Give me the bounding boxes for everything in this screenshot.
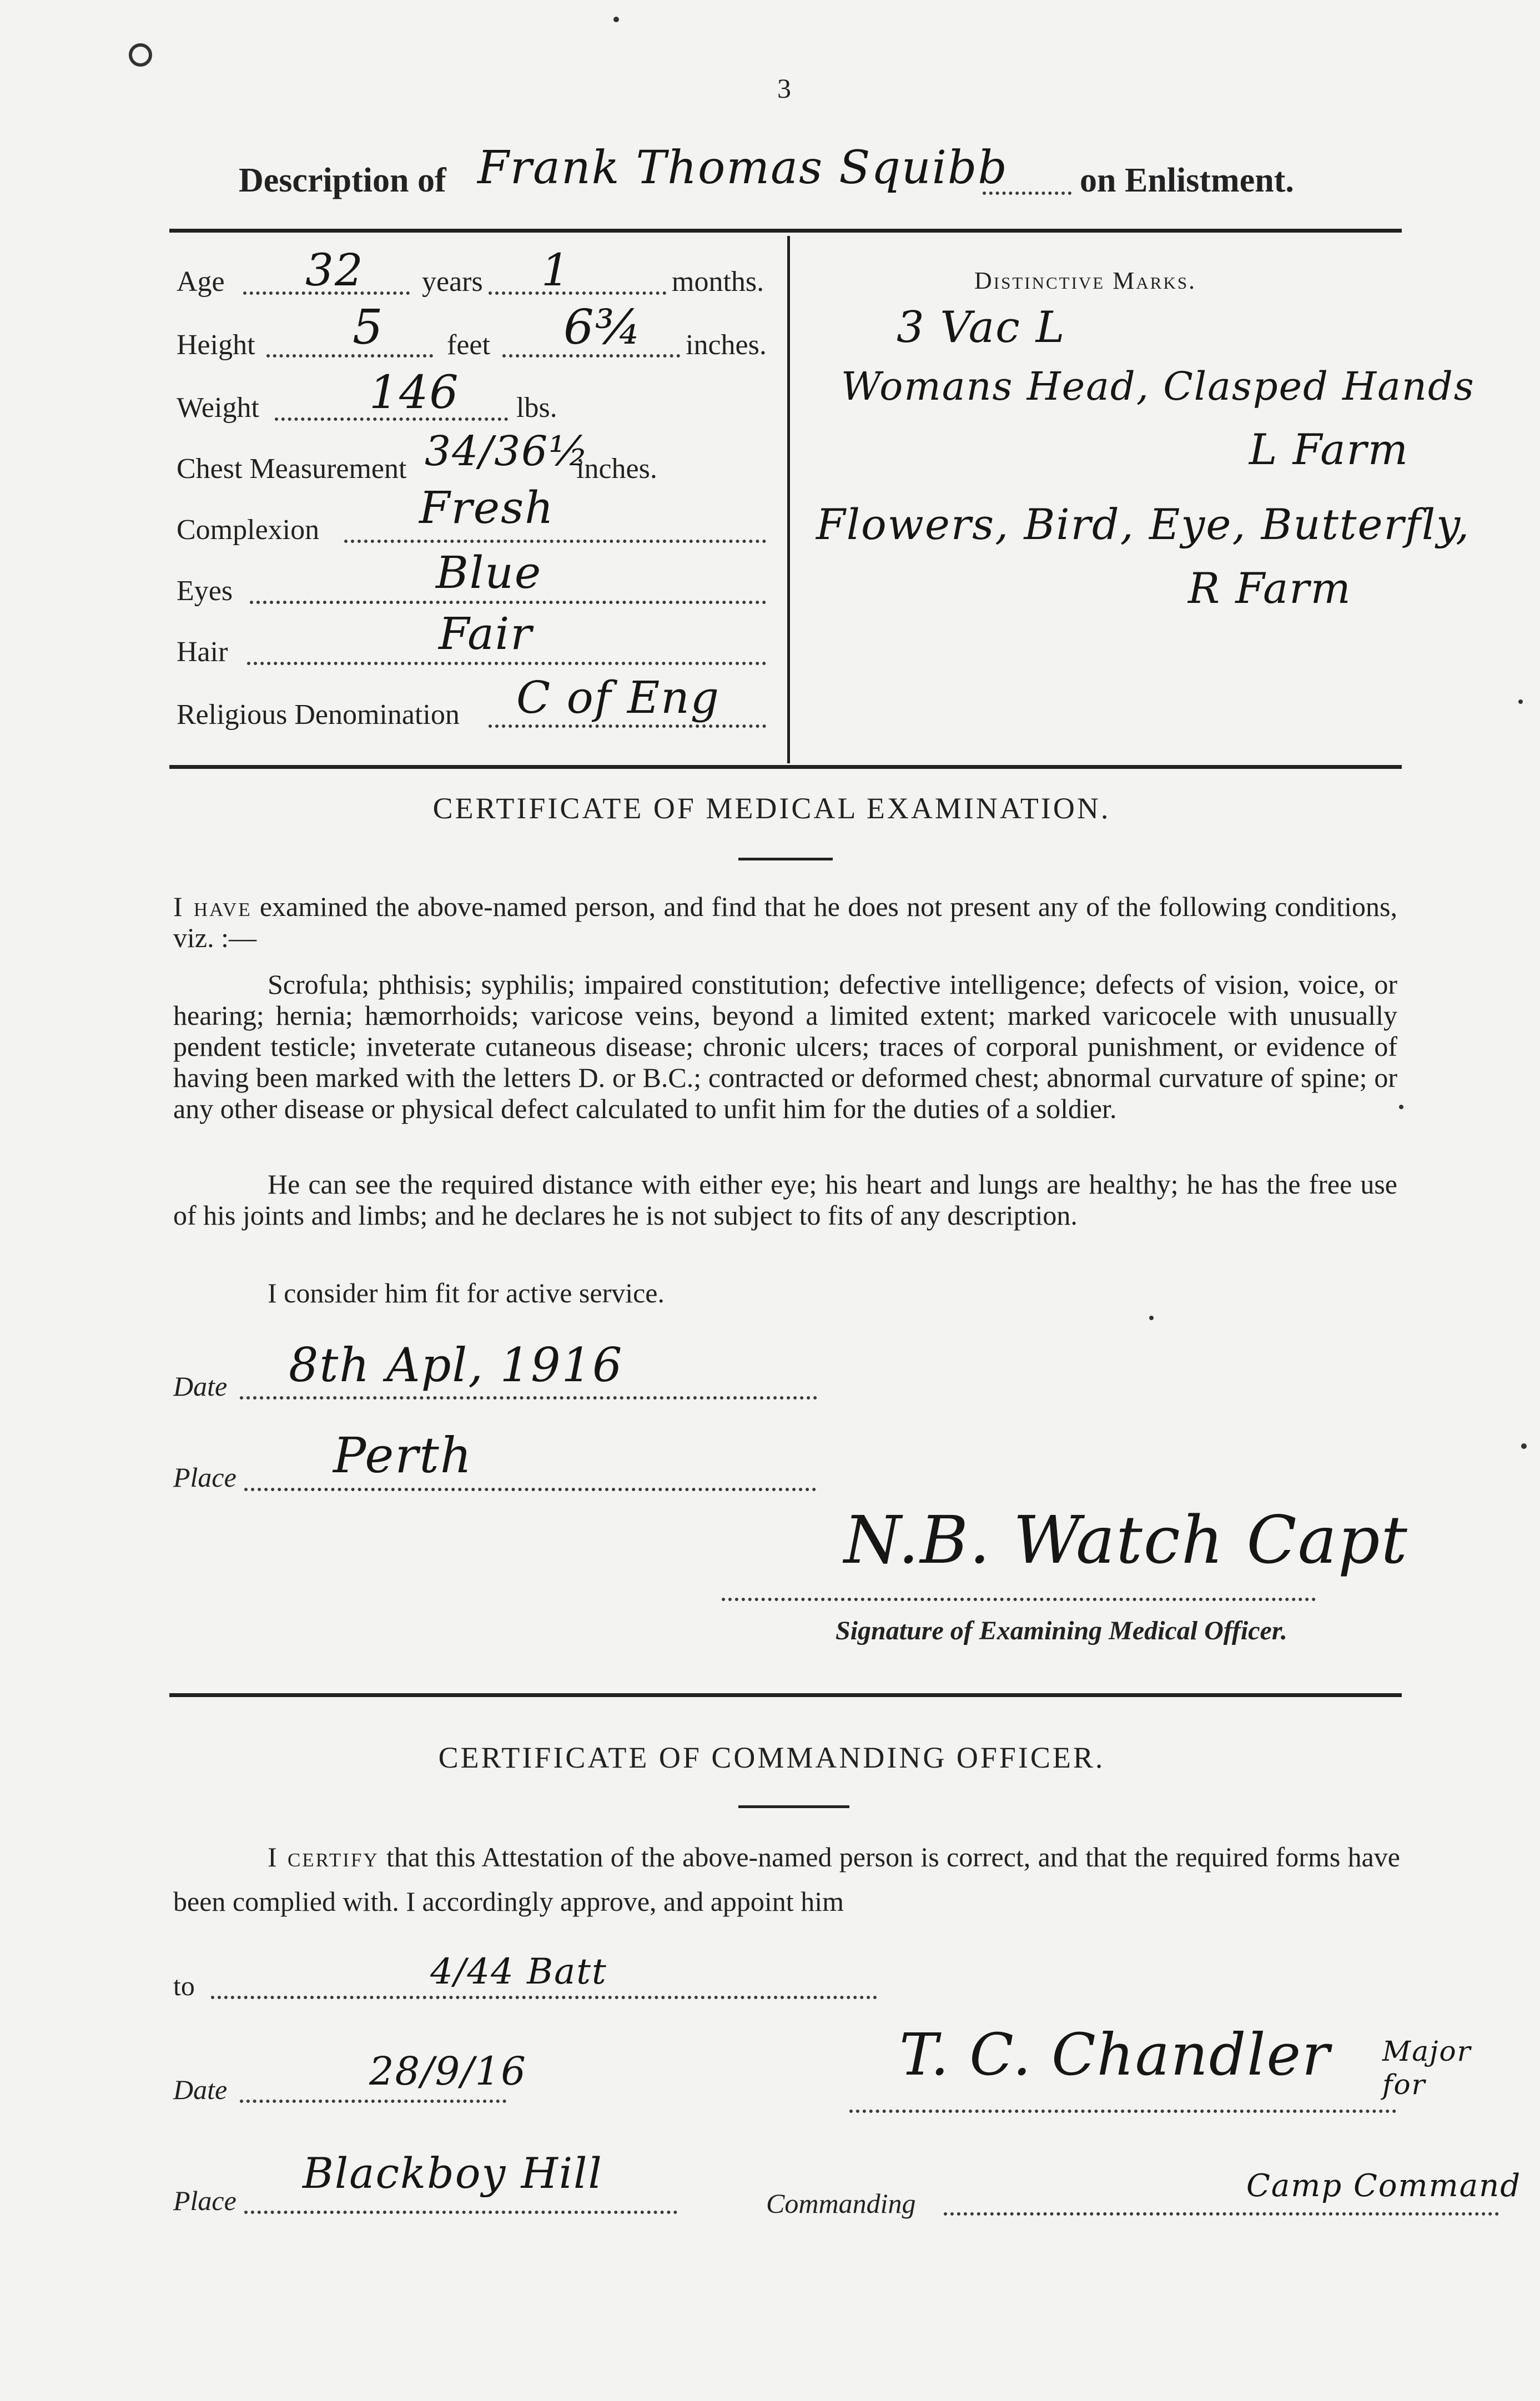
religion-label: Religious Denomination bbox=[177, 699, 460, 731]
feet-dots bbox=[266, 354, 433, 358]
eyes-dots bbox=[250, 601, 766, 604]
medical-place-label: Place bbox=[173, 1462, 236, 1493]
complexion-dots bbox=[344, 540, 766, 543]
commanding-heading-rule bbox=[738, 1805, 849, 1808]
commanding-signature-dots bbox=[849, 2110, 1396, 2113]
chest-label: Chest Measurement bbox=[177, 453, 407, 485]
commanding-certify bbox=[173, 1835, 1400, 1924]
distinctive-marks-heading: Distinctive Marks. bbox=[974, 267, 1197, 294]
medical-date-label: Date bbox=[173, 1371, 228, 1402]
name-dotted-line bbox=[983, 192, 1071, 195]
weight-label: Weight bbox=[177, 392, 259, 424]
medical-sight-statement: He can see the required distance with either eye; his heart and lungs are healthy; he has the free use of his joints and limbs; and he declares he is not subject to fits of any description. bbox=[173, 1169, 1397, 1231]
description-suffix: on Enlistment. bbox=[1080, 162, 1294, 199]
commanding-label: Commanding bbox=[766, 2188, 916, 2219]
height-feet: 5 bbox=[353, 300, 384, 355]
hair-label: Hair bbox=[177, 636, 228, 668]
medical-place-value: Perth bbox=[333, 1427, 473, 1484]
appoint-to-label: to bbox=[173, 1970, 195, 2001]
medical-date-dots bbox=[240, 1396, 817, 1400]
commanding-place-label: Place bbox=[173, 2185, 236, 2216]
commanding-certify-caps: I certify bbox=[268, 1841, 379, 1873]
medical-intro bbox=[173, 891, 1397, 953]
complexion-label: Complexion bbox=[177, 514, 320, 546]
religion-dots bbox=[489, 724, 766, 728]
eyes-value: Blue bbox=[436, 547, 542, 598]
religion-value: C of Eng bbox=[516, 672, 720, 723]
months-label: months. bbox=[672, 266, 764, 298]
section-divider bbox=[169, 1693, 1402, 1697]
scan-speck bbox=[1518, 699, 1523, 704]
chest-inches-label: inches. bbox=[576, 453, 657, 485]
appoint-to-dots bbox=[211, 1996, 877, 1999]
hair-dots bbox=[247, 662, 766, 665]
scan-speck bbox=[1149, 1316, 1154, 1320]
years-label: years bbox=[422, 266, 483, 298]
commanding-heading: CERTIFICATE OF COMMANDING OFFICER. bbox=[438, 1741, 1105, 1774]
lbs-label: lbs. bbox=[516, 392, 557, 424]
description-prefix: Description of bbox=[239, 162, 446, 199]
scan-speck bbox=[1399, 1105, 1403, 1109]
medical-place-dots bbox=[244, 1488, 816, 1491]
complexion-value: Fresh bbox=[419, 482, 555, 533]
appoint-to-value: 4/44 Batt bbox=[430, 1951, 607, 1992]
age-months: 1 bbox=[541, 244, 571, 296]
feet-label: feet bbox=[447, 329, 490, 361]
age-years: 32 bbox=[305, 244, 364, 296]
medical-fit-statement: I consider him fit for active service. bbox=[268, 1277, 665, 1308]
commanding-place-value: Blackboy Hill bbox=[303, 2148, 603, 2198]
scan-speck bbox=[613, 17, 619, 22]
age-label: Age bbox=[177, 266, 225, 298]
marks-line-1: 3 Vac L bbox=[897, 303, 1066, 353]
commanding-officer-signature: T. C. Chandler bbox=[899, 2021, 1331, 2088]
commanding-certify-text: that this Attestation of the above-named person is correct, and that the required forms have been complied with. I accordingly approve, and appoint him bbox=[173, 1841, 1400, 1917]
marks-line-5: R Farm bbox=[1188, 563, 1352, 613]
medical-heading: CERTIFICATE OF MEDICAL EXAMINATION. bbox=[432, 792, 1111, 825]
table-top-rule bbox=[169, 229, 1402, 233]
marks-line-2: Womans Head, Clasped Hands bbox=[841, 364, 1475, 409]
scan-speck bbox=[1521, 1443, 1527, 1449]
recruit-name: Frank Thomas Squibb bbox=[477, 142, 1008, 194]
commanding-signature-title: Major for bbox=[1382, 2035, 1472, 2101]
medical-signature-caption: Signature of Examining Medical Officer. bbox=[836, 1616, 1287, 1645]
medical-heading-rule bbox=[738, 858, 833, 860]
medical-officer-signature: N.B. Watch Capt bbox=[844, 1502, 1408, 1578]
hair-value: Fair bbox=[439, 608, 533, 660]
medical-signature-dots bbox=[722, 1598, 1316, 1601]
months-dots bbox=[489, 291, 666, 295]
commanding-date-value: 28/9/16 bbox=[369, 2048, 527, 2094]
chest-value: 34/36½ bbox=[425, 427, 590, 475]
medical-intro-text: examined the above-named person, and find that he does not present any of the following conditions, viz. :— bbox=[173, 891, 1397, 953]
marks-line-3: L Farm bbox=[1249, 425, 1409, 474]
eyes-label: Eyes bbox=[177, 575, 233, 607]
medical-intro-caps: I have bbox=[173, 891, 252, 922]
medical-conditions: Scrofula; phthisis; syphilis; impaired constitution; defective intelligence; defects of vision, voice, or hearing; hernia; hæmorrhoids; varicose veins, beyond a limited extent; marked varicocele with unusually pendent testicle; inveterate cutaneous disease; chronic ulcers; traces of corporal punishment, or evidence of having been marked with the letters D. or B.C.; contracted or deformed chest; abnormal curvature of spine; or any other disease or physical defect calculated to unfit him for the duties of a soldier. bbox=[173, 969, 1397, 1124]
marks-line-4: Flowers, Bird, Eye, Butterfly, bbox=[816, 500, 1471, 549]
medical-date-value: 8th Apl, 1916 bbox=[289, 1338, 623, 1392]
commanding-date-label: Date bbox=[173, 2074, 228, 2105]
weight-value: 146 bbox=[369, 366, 460, 419]
height-label: Height bbox=[177, 329, 255, 361]
page-number: 3 bbox=[777, 73, 791, 104]
scan-speck bbox=[129, 43, 152, 67]
inches-label: inches. bbox=[686, 329, 767, 361]
commanding-date-dots bbox=[240, 2100, 506, 2103]
table-divider bbox=[787, 236, 790, 763]
commanding-place-dots bbox=[244, 2211, 677, 2214]
table-bottom-rule bbox=[169, 765, 1402, 769]
height-inches: 6¾ bbox=[563, 300, 643, 355]
commanding-dots bbox=[944, 2212, 1499, 2216]
commanding-value: Camp Command bbox=[1246, 2168, 1522, 2204]
